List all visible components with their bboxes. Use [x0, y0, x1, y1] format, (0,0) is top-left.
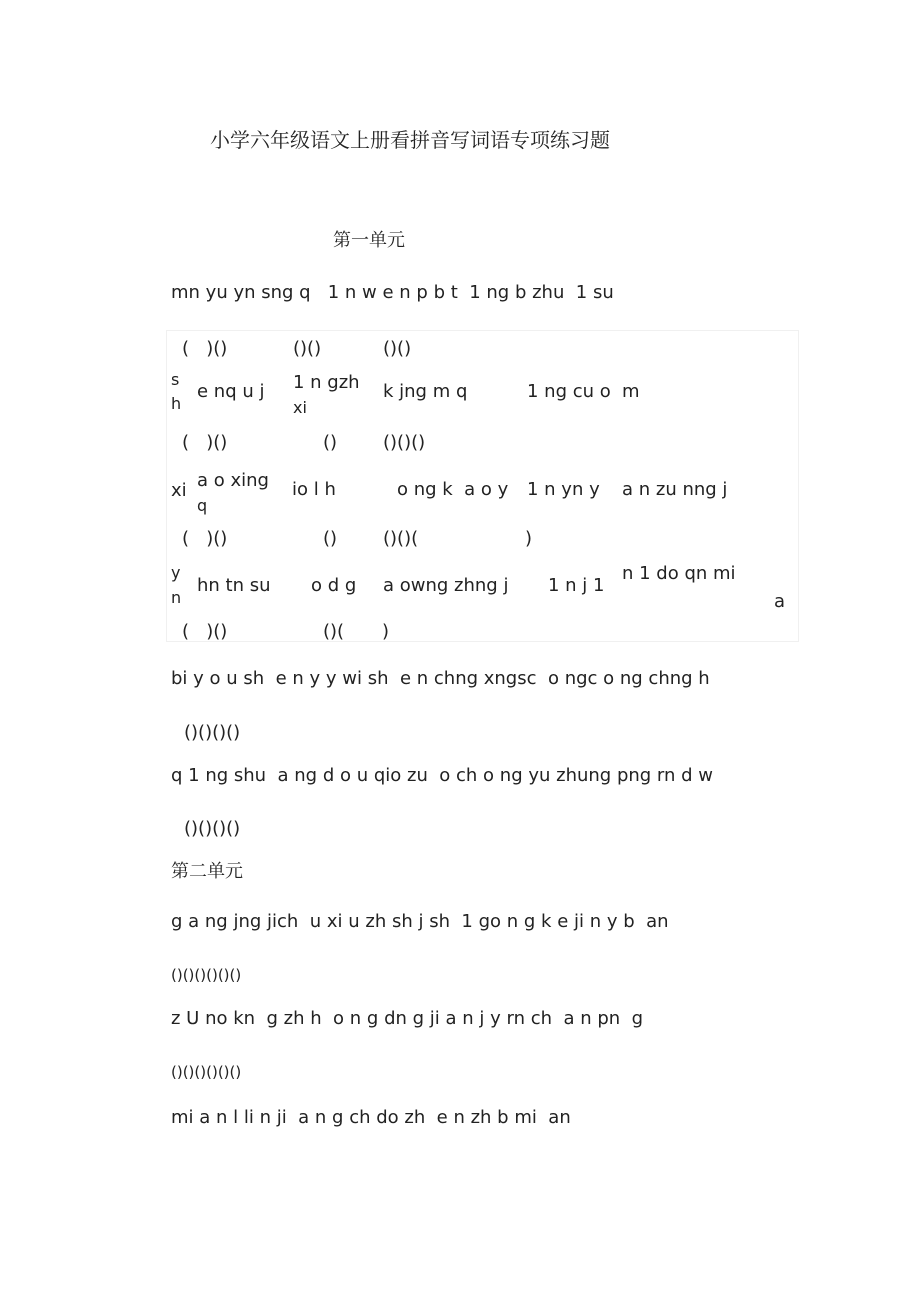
- pinyin-fragment: a owng zhng j: [383, 575, 509, 596]
- blank-group: ( )(): [182, 528, 228, 549]
- unit1-heading: 第一单元: [333, 230, 405, 251]
- unit2-heading: 第二单元: [171, 861, 243, 882]
- pinyin-fragment: n 1 do qn mi: [622, 563, 736, 584]
- blank-group: ()(): [383, 338, 412, 359]
- pinyin-fragment: s: [171, 370, 180, 389]
- blank-group: ( )(): [182, 432, 228, 453]
- unit1-pinyin-line3: q 1 ng shu a ng d o u qio zu o ch o ng yu zhung png rn d w: [171, 765, 714, 786]
- blank-group: ()()()(): [184, 818, 241, 839]
- blank-group: (): [323, 432, 338, 453]
- pinyin-fragment: e nq u j: [197, 381, 265, 402]
- pinyin-fragment: a o xing: [197, 470, 269, 491]
- pinyin-fragment: h: [171, 394, 182, 413]
- unit2-pinyin-line2: z U no kn g zh h o n g dn g ji a n j y rn ch a n pn g: [171, 1008, 644, 1029]
- blank-group: ()()(): [383, 432, 426, 453]
- blank-group: ): [382, 621, 390, 642]
- blank-group: ( )(): [182, 621, 228, 642]
- pinyin-fragment: 1 ng cu o: [527, 381, 611, 402]
- blank-group: ()()(: [383, 528, 419, 549]
- blank-group: ()(: [323, 621, 345, 642]
- blank-group: ()()()()()(): [171, 1063, 242, 1081]
- pinyin-fragment: o d g: [311, 575, 357, 596]
- blank-group: ()(): [293, 338, 322, 359]
- pinyin-fragment: a n zu nng j: [622, 479, 728, 500]
- pinyin-fragment: m: [622, 381, 640, 402]
- pinyin-fragment: k jng m q: [383, 381, 468, 402]
- pinyin-fragment: 1 n j 1: [548, 575, 605, 596]
- pinyin-fragment: q: [197, 496, 208, 515]
- pinyin-fragment: 1 n gzh: [293, 372, 360, 393]
- blank-group: ()()()()()(): [171, 966, 242, 984]
- pinyin-fragment: n: [171, 588, 182, 607]
- blank-group: ( )(): [182, 338, 228, 359]
- pinyin-fragment: io l h: [292, 479, 336, 500]
- unit2-pinyin-line3: mi a n l li n ji a n g ch do zh e n zh b mi an: [171, 1107, 571, 1128]
- pinyin-fragment: a: [774, 591, 786, 612]
- unit1-pinyin-line1: mn yu yn sng q 1 n w e n p b t 1 ng b zhu 1 su: [171, 282, 614, 303]
- pinyin-fragment: 1 n yn y: [527, 479, 600, 500]
- unit1-pinyin-line2: bi y o u sh e n y y wi sh e n chng xngsc o ngc o ng chng h: [171, 668, 710, 689]
- blank-group: (): [323, 528, 338, 549]
- blank-group: ()()()(): [184, 722, 241, 743]
- page-title: 小学六年级语文上册看拼音写词语专项练习题: [210, 128, 610, 152]
- pinyin-fragment: xi: [293, 398, 307, 417]
- pinyin-fragment: o ng k a o y: [397, 479, 509, 500]
- blank-group: ): [525, 528, 533, 549]
- pinyin-fragment: xi: [171, 480, 187, 501]
- unit2-pinyin-line1: g a ng jng jich u xi u zh sh j sh 1 go n g k e ji n y b an: [171, 911, 669, 932]
- pinyin-fragment: hn tn su: [197, 575, 271, 596]
- pinyin-fragment: y: [171, 563, 181, 582]
